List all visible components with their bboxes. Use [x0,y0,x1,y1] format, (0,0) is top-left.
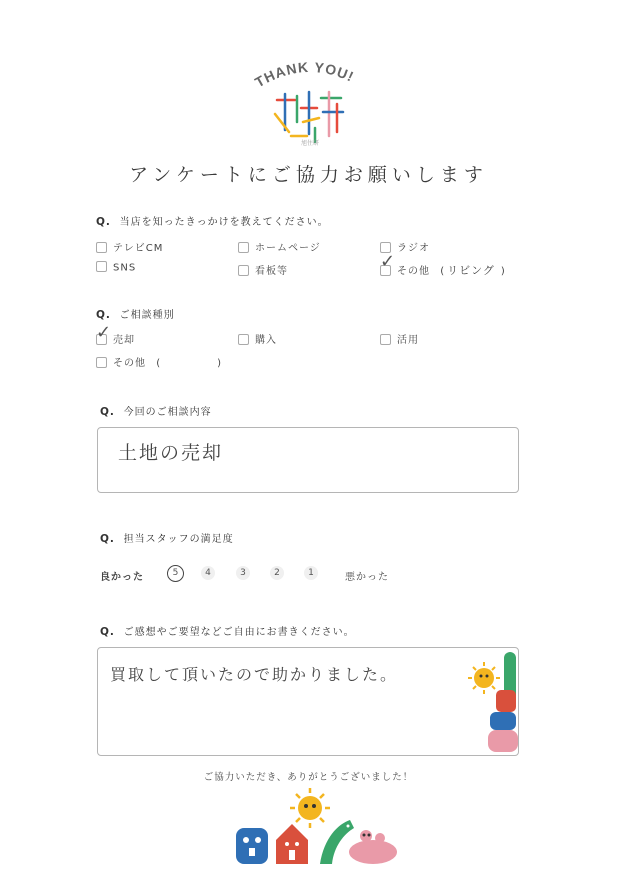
option-label: その他 [397,266,430,277]
rating-5[interactable] [167,565,184,582]
q1-option-signboard[interactable] [238,262,288,277]
checkbox[interactable] [380,334,391,345]
rating-value: 2 [274,568,280,578]
svg-text:THANK YOU! [252,59,357,90]
q1-other-answer[interactable]: リビング [447,264,495,277]
q2-label: Q. [96,309,111,321]
option-label: テレビCM [113,243,164,254]
checkbox[interactable] [238,242,249,253]
rating-3[interactable] [236,566,250,580]
q3-text: 今回のご相談内容 [123,407,212,418]
q2-option-other[interactable] [96,354,222,369]
logo-mark-text: 旭住研 [300,140,320,147]
q3-answer-text: 土地の売却 [118,442,224,464]
green-monster-icon [320,820,354,864]
option-label: 看板等 [255,266,288,277]
logo-thank-you-text: THANK YOU! [252,58,357,91]
q5-answer-box[interactable] [97,647,519,756]
checkbox[interactable] [96,242,107,253]
checkbox[interactable] [238,265,249,276]
monsters-decoration-icon [468,648,518,755]
footer-monsters-icon [228,788,398,868]
logo-mark-strokes [275,92,343,142]
q5-answer-text: 買取して頂いたので助かりました。 [110,665,399,684]
rating-1[interactable] [304,566,318,580]
paren-close: ) [217,358,222,369]
page-title: アンケートにご協力お願いします [129,164,488,186]
footer-thanks: ご協力いただき、ありがとうございました！ [203,772,414,783]
q1-option-other[interactable] [380,262,506,278]
sun-monster-icon [468,662,500,694]
q4-good-label: 良かった [100,572,144,583]
q5-label: Q. [100,626,115,638]
q1-text: 当店を知ったきっかけを教えてください。 [119,217,329,228]
option-label: 活用 [397,335,419,346]
rating-value: 4 [205,568,211,578]
q2-option-buy[interactable] [238,331,277,346]
q4-text: 担当スタッフの満足度 [123,534,234,545]
option-label: その他 [113,358,146,369]
q1-checkmark-icon: ✓ [380,251,396,272]
q1-option-tvcm[interactable] [96,239,163,254]
option-label: SNS [113,262,137,274]
paren-open: ( [440,266,446,277]
q3-heading [100,403,212,418]
rating-4[interactable] [201,566,215,580]
q3-answer-box[interactable] [97,427,519,493]
rating-value: 5 [172,568,179,578]
q2-heading [96,306,175,321]
q2-text: ご相談種別 [119,310,175,321]
option-label: 売却 [113,335,135,346]
q2-checkmark-icon: ✓ [96,322,112,343]
q4-label: Q. [100,533,115,545]
checkbox[interactable] [96,261,107,272]
option-label: ホームページ [255,243,321,254]
pink-monster-icon [349,830,397,864]
q2-option-use[interactable] [380,331,419,346]
q1-option-sns[interactable] [96,262,136,274]
q1-option-homepage[interactable] [238,239,321,254]
red-house-monster-icon [276,824,308,864]
q1-heading [96,213,329,228]
paren-open: ( [156,358,162,369]
rating-value: 1 [308,568,314,578]
option-label: 購入 [255,335,277,346]
rating-value: 3 [240,568,246,578]
rating-2[interactable] [270,566,284,580]
q1-label: Q. [96,216,111,228]
checkbox[interactable] [96,357,107,368]
q3-label: Q. [100,406,115,418]
q5-text: ご感想やご要望などご自由にお書きください。 [123,627,355,638]
option-label: ラジオ [397,243,430,254]
paren-close: ) [500,266,506,277]
blue-monster-icon [236,828,268,864]
q4-heading [100,530,234,545]
q5-heading [100,623,355,638]
sun-monster-icon [290,788,330,828]
logo [245,52,375,147]
checkbox[interactable] [238,334,249,345]
q4-bad-label: 悪かった [345,572,389,583]
